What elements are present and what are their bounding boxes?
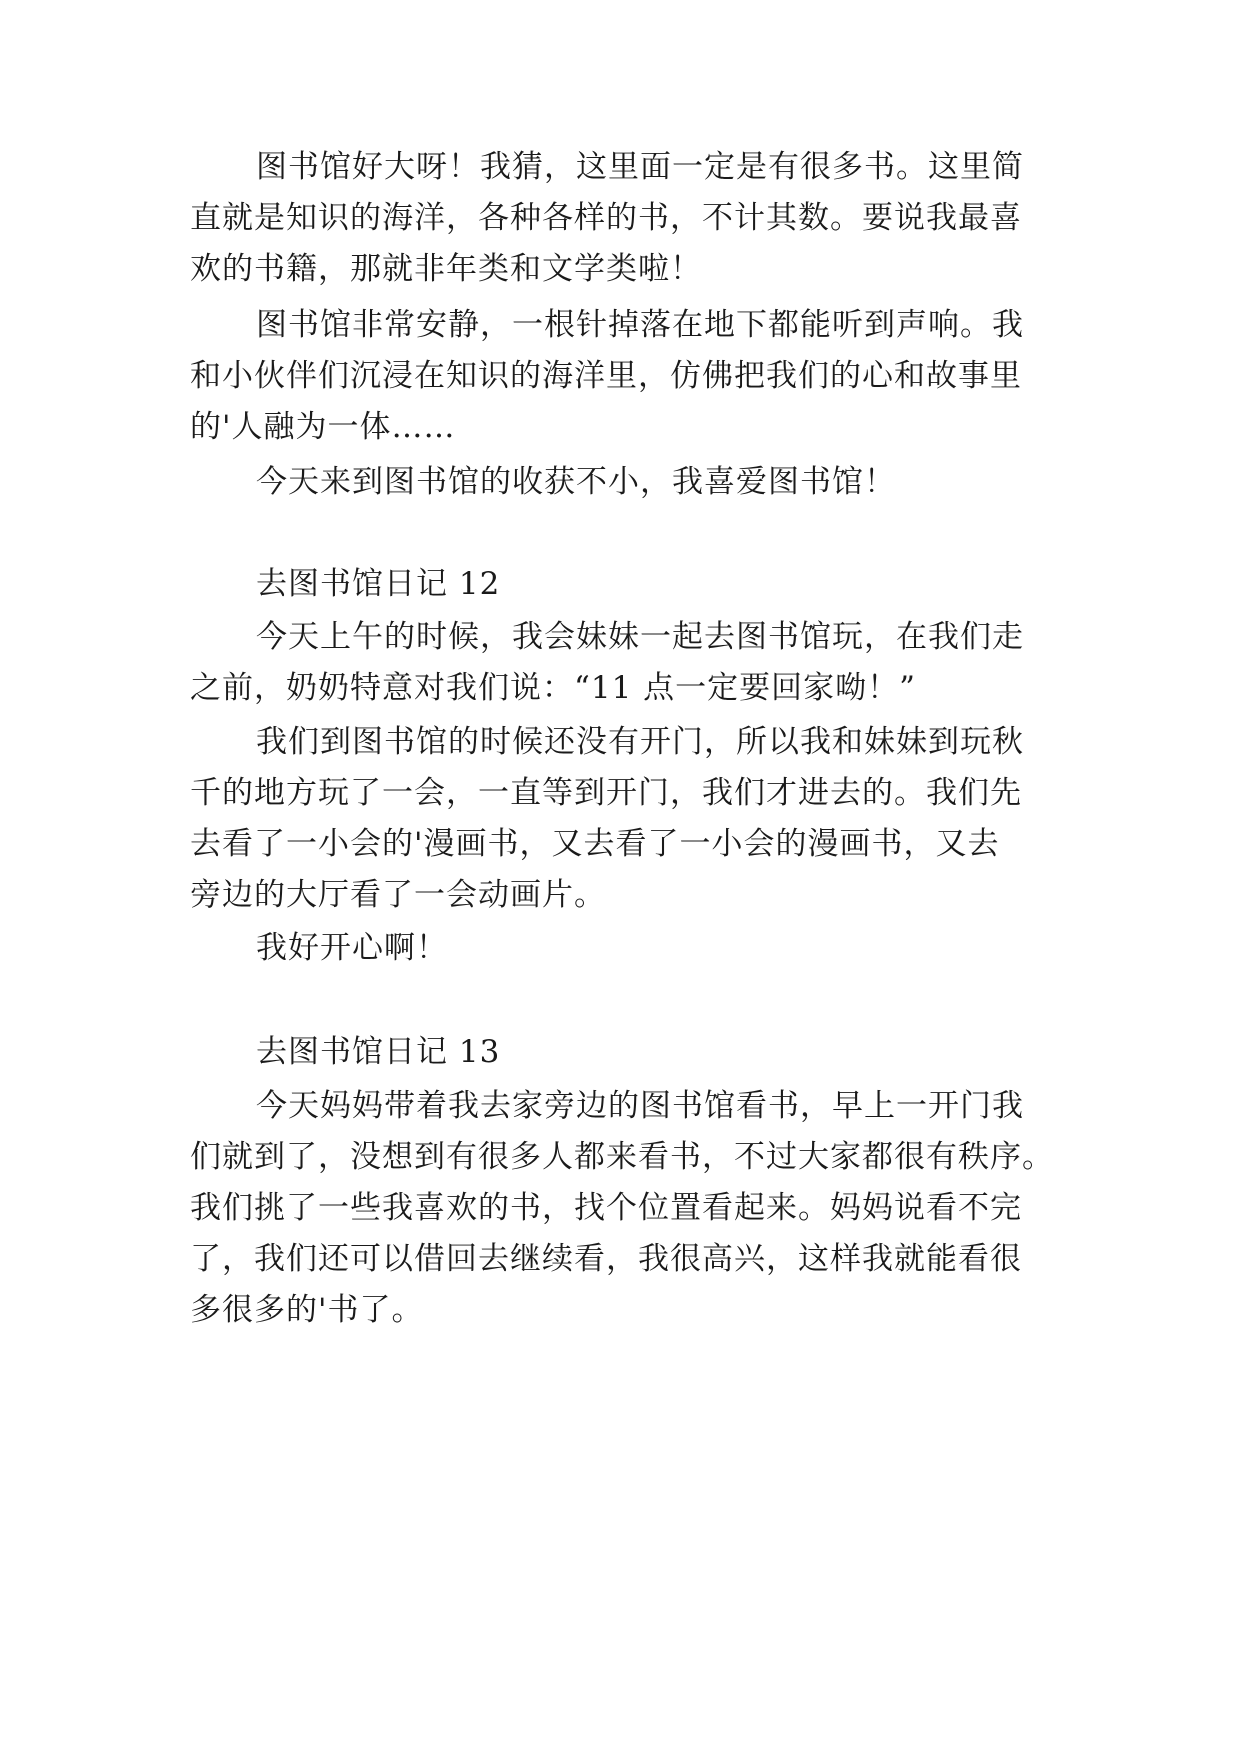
paragraph-line: 之前，奶奶特意对我们说：“11 点一定要回家呦！” [190,670,916,706]
section-heading: 去图书馆日记 13 [256,1034,501,1070]
paragraph-line: 了，我们还可以借回去继续看，我很高兴，这样我就能看很 [190,1241,1022,1277]
paragraph-line: 直就是知识的海洋，各种各样的书，不计其数。要说我最喜 [190,200,1022,236]
paragraph-line: 我们挑了一些我喜欢的书，找个位置看起来。妈妈说看不完 [190,1190,1022,1226]
paragraph-line: 旁边的大厅看了一会动画片。 [190,877,606,913]
section-heading: 去图书馆日记 12 [256,566,501,602]
paragraph-line: 多很多的'书了。 [190,1292,424,1328]
paragraph-line: 今天妈妈带着我去家旁边的图书馆看书，早上一开门我 [256,1088,1024,1124]
paragraph-line: 们就到了，没想到有很多人都来看书，不过大家都很有秩序。 [190,1139,1054,1175]
paragraph-line: 千的地方玩了一会，一直等到开门，我们才进去的。我们先 [190,775,1022,811]
paragraph-line: 今天来到图书馆的收获不小，我喜爱图书馆！ [256,464,896,500]
paragraph-line: 今天上午的时候，我会妹妹一起去图书馆玩，在我们走 [256,619,1024,655]
paragraph-line: 欢的书籍，那就非年类和文学类啦！ [190,251,702,287]
paragraph-line: 和小伙伴们沉浸在知识的海洋里，仿佛把我们的心和故事里 [190,358,1022,394]
paragraph-line: 我们到图书馆的时候还没有开门，所以我和妹妹到玩秋 [256,724,1024,760]
paragraph-line: 去看了一小会的'漫画书，又去看了一小会的漫画书，又去 [190,826,1000,862]
paragraph-line: 图书馆非常安静，一根针掉落在地下都能听到声响。我 [256,307,1024,343]
paragraph-line: 图书馆好大呀！我猜，这里面一定是有很多书。这里简 [256,149,1024,185]
paragraph-line: 我好开心啊！ [256,930,448,966]
paragraph-line: 的'人融为一体…… [190,409,456,445]
